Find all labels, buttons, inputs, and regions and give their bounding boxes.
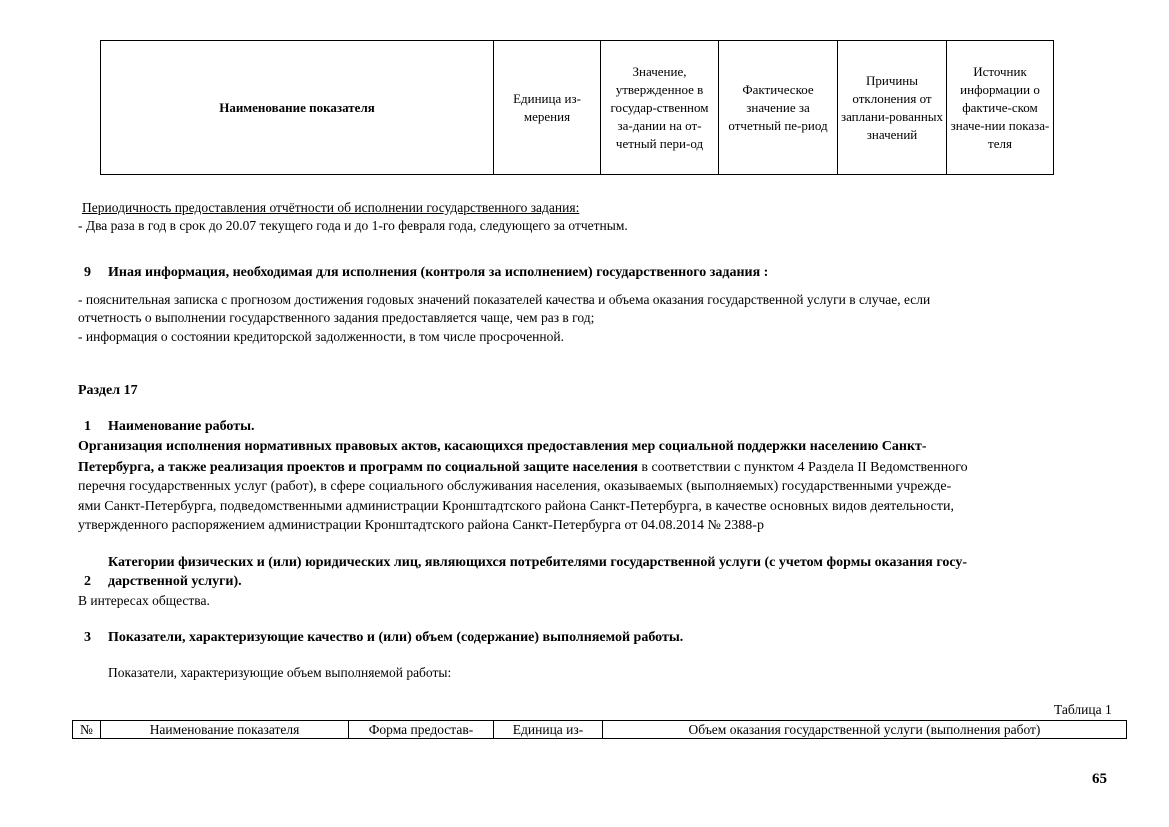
work-name-line2-rest: в соответствии с пунктом 4 Раздела II Ведомственного bbox=[637, 460, 968, 475]
item9-line3: - информация о состоянии кредиторской задолженности, в том числе просроченной. bbox=[78, 329, 564, 344]
item3-subtitle: Показатели, характеризующие объем выполняемой работы: bbox=[108, 665, 452, 680]
header-provision-form: Форма предостав- bbox=[349, 721, 494, 739]
work-name-line2 bbox=[78, 458, 968, 477]
header-number: № bbox=[73, 721, 101, 739]
header-indicator-name: Наименование показателя bbox=[101, 41, 494, 175]
item3-number: 3 bbox=[84, 630, 91, 645]
work-name-line2-bold: Петербурга, а также реализация проектов и программ по социальной защите населения bbox=[78, 460, 638, 475]
item2-title-line2: дарственной услуги). bbox=[108, 574, 242, 589]
volume-indicators-table bbox=[72, 720, 1127, 739]
work-name-line3: перечня государственных услуг (работ), в сфере социального обслуживания населения, оказываемых (выполняемых) государственными учрежде- bbox=[78, 479, 952, 494]
header-approved-value: Значение, утвержденное в государ-ственном за-дании на от-четный пери-од bbox=[601, 41, 719, 175]
periodicity-title: Периодичность предоставления отчётности об исполнении государственного задания: bbox=[82, 200, 580, 215]
header-service-volume: Объем оказания государственной услуги (выполнения работ) bbox=[603, 721, 1127, 739]
item9-line2: отчетность о выполнении государственного задания предоставляется чаще, чем раз в год; bbox=[78, 310, 595, 325]
header-indicator-name: Наименование показателя bbox=[101, 721, 349, 739]
page-number: 65 bbox=[1092, 771, 1107, 787]
item9-title: Иная информация, необходимая для исполнения (контроля за исполнением) государственного задания : bbox=[108, 265, 769, 280]
item2-number: 2 bbox=[84, 574, 91, 589]
table1-caption: Таблица 1 bbox=[1054, 702, 1112, 717]
periodicity-text: - Два раза в год в срок до 20.07 текущего года и до 1-го февраля года, следующего за отчетным. bbox=[78, 218, 628, 233]
item2-title-line1: Категории физических и (или) юридических лиц, являющихся потребителями государственной услуги (с учетом формы оказания госу- bbox=[108, 555, 968, 570]
item1-title: Наименование работы. bbox=[108, 419, 255, 434]
table-header-row bbox=[73, 721, 1127, 739]
item3-title: Показатели, характеризующие качество и (или) объем (содержание) выполняемой работы. bbox=[108, 630, 684, 645]
item9-number: 9 bbox=[84, 265, 91, 280]
section-title: Раздел 17 bbox=[78, 383, 138, 398]
item9-line1: - пояснительная записка с прогнозом достижения годовых значений показателей качества и объема оказания государственной услуги в случае, если bbox=[78, 292, 931, 307]
work-name-line1: Организация исполнения нормативных правовых актов, касающихся предоставления мер социальной поддержки населению Санкт- bbox=[78, 439, 927, 454]
header-unit: Единица из-мерения bbox=[494, 41, 601, 175]
header-info-source: Источник информации о фактиче-ском значе-нии показа-теля bbox=[947, 41, 1054, 175]
header-unit: Единица из- bbox=[494, 721, 603, 739]
indicators-header-table bbox=[100, 40, 1054, 175]
table-header-row bbox=[101, 41, 1054, 175]
item1-number: 1 bbox=[84, 419, 91, 434]
work-name-line5: утвержденного распоряжением администрации Кронштадтского района Санкт-Петербурга от 04.08.2014 № 2388-р bbox=[78, 518, 764, 533]
item2-text: В интересах общества. bbox=[78, 593, 210, 608]
header-actual-value: Фактическое значение за отчетный пе-риод bbox=[719, 41, 838, 175]
header-deviation-reasons: Причины отклонения от заплани-рованных значений bbox=[838, 41, 947, 175]
work-name-line4: ями Санкт-Петербурга, подведомственными администрации Кронштадтского района Санкт-Петербурга, в качестве основных видов деятельности, bbox=[78, 499, 954, 514]
